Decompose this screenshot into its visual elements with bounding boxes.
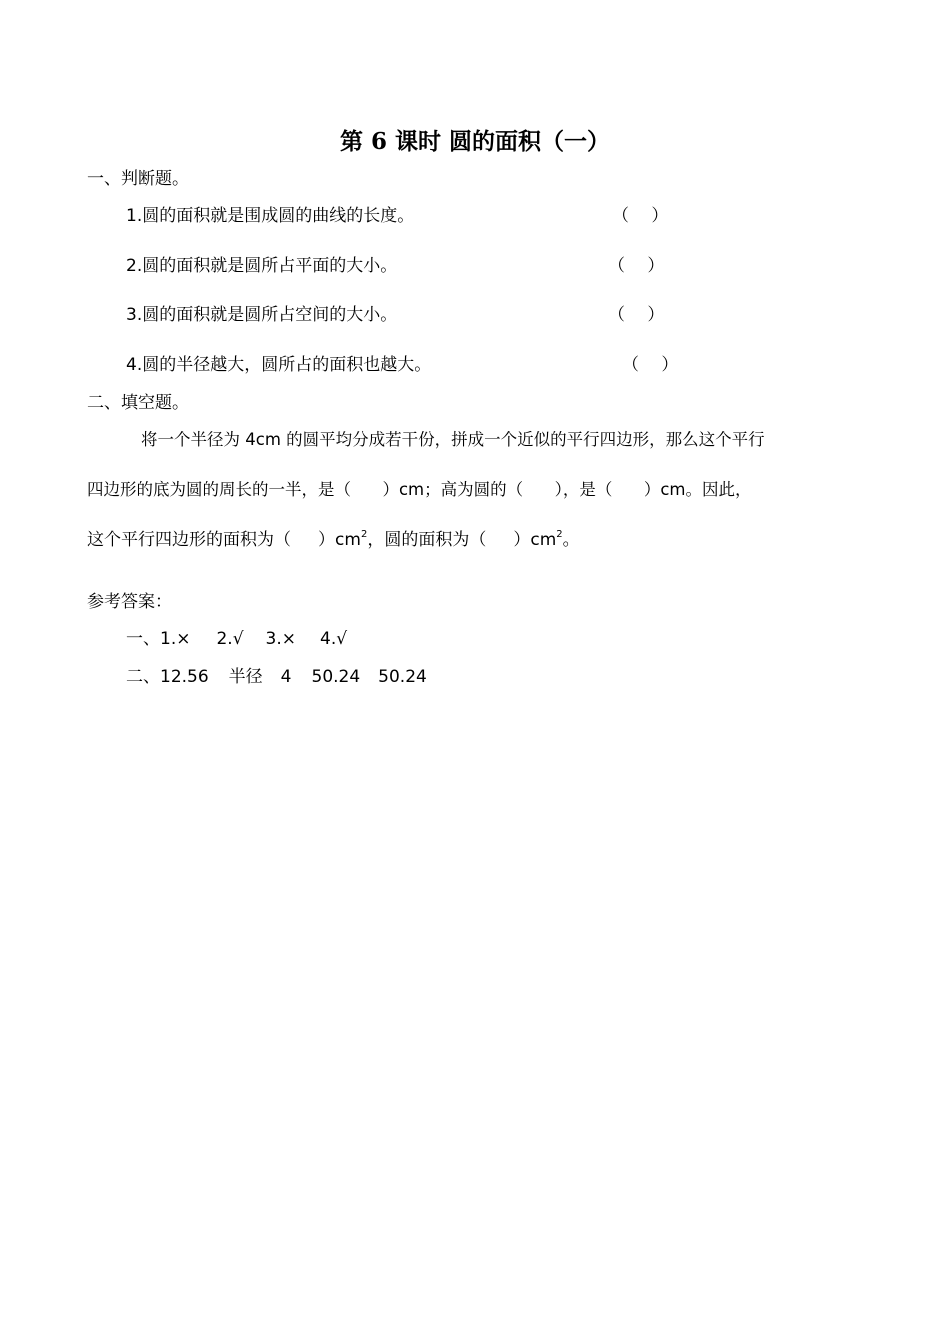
fill-line2-part-a: 四边形的底为圆的周长的一半，是（ xyxy=(87,480,351,499)
superscript-2: 2 xyxy=(360,529,368,540)
answer-fill-3: 4 xyxy=(280,667,292,687)
fill-blank-height-name[interactable] xyxy=(523,480,554,499)
fill-line3-part-d: ）cm xyxy=(513,530,557,550)
fill-line2-part-b: ）cm；高为圆的（ xyxy=(382,480,524,499)
answers-row-1-prefix: 一、 xyxy=(126,629,160,649)
answer-judge-2: 2.√ xyxy=(216,629,244,649)
answers-row-1 xyxy=(126,627,347,651)
answers-row-2-prefix: 二、 xyxy=(126,667,160,687)
answer-fill-2: 半径 xyxy=(228,667,263,687)
section1-heading: 一、判断题。 xyxy=(87,169,189,189)
section2-heading: 二、填空题。 xyxy=(87,393,189,413)
answers-row-2 xyxy=(126,665,427,689)
answer-fill-4: 50.24 xyxy=(311,667,361,687)
fill-line2-part-d: ）cm。因此， xyxy=(643,480,752,499)
superscript-2-second: 2 xyxy=(556,529,563,540)
page-title: 第 6 课时 圆的面积（一） xyxy=(339,128,611,155)
fill-line2-part-c: ），是（ xyxy=(554,480,613,499)
fill-blank-parallelogram-area[interactable] xyxy=(291,530,318,550)
judge-item-4-text: 4.圆的半径越大，圆所占的面积也越大。 xyxy=(126,355,432,375)
fill-paragraph-line-3 xyxy=(87,528,580,552)
answer-judge-1: 1.× xyxy=(160,629,191,649)
judge-item-2-text: 2.圆的面积就是圆所占平面的大小。 xyxy=(126,256,398,276)
judge-item-3-text: 3.圆的面积就是圆所占空间的大小。 xyxy=(126,305,398,325)
fill-line3-part-a: 这个平行四边形的面积为（ xyxy=(87,530,291,550)
fill-line3-part-b: ）cm xyxy=(318,530,361,550)
answers-heading: 参考答案： xyxy=(87,592,172,612)
judge-item-3-answer-blank[interactable]: （ ） xyxy=(608,305,665,325)
answer-judge-3: 3.× xyxy=(265,629,296,649)
judge-item-1-answer-blank[interactable]: （ ） xyxy=(612,206,669,226)
answer-judge-4: 4.√ xyxy=(320,629,348,649)
fill-paragraph-line-1: 将一个半径为 4cm 的圆平均分成若干份，拼成一个近似的平行四边形，那么这个平行 xyxy=(141,430,765,449)
fill-line3-part-e: 。 xyxy=(562,530,580,550)
fill-blank-base[interactable] xyxy=(351,480,382,499)
answer-fill-5: 50.24 xyxy=(378,667,427,687)
judge-item-1-text: 1.圆的面积就是围成圆的曲线的长度。 xyxy=(126,206,415,226)
judge-item-4-answer-blank[interactable]: （ ） xyxy=(622,355,679,375)
fill-blank-height[interactable] xyxy=(612,480,643,499)
fill-paragraph-line-2 xyxy=(87,478,752,502)
answer-fill-1: 12.56 xyxy=(160,667,209,687)
fill-blank-circle-area[interactable] xyxy=(486,530,513,550)
judge-item-2-answer-blank[interactable]: （ ） xyxy=(608,256,665,276)
fill-line3-part-c: ，圆的面积为（ xyxy=(367,530,487,550)
